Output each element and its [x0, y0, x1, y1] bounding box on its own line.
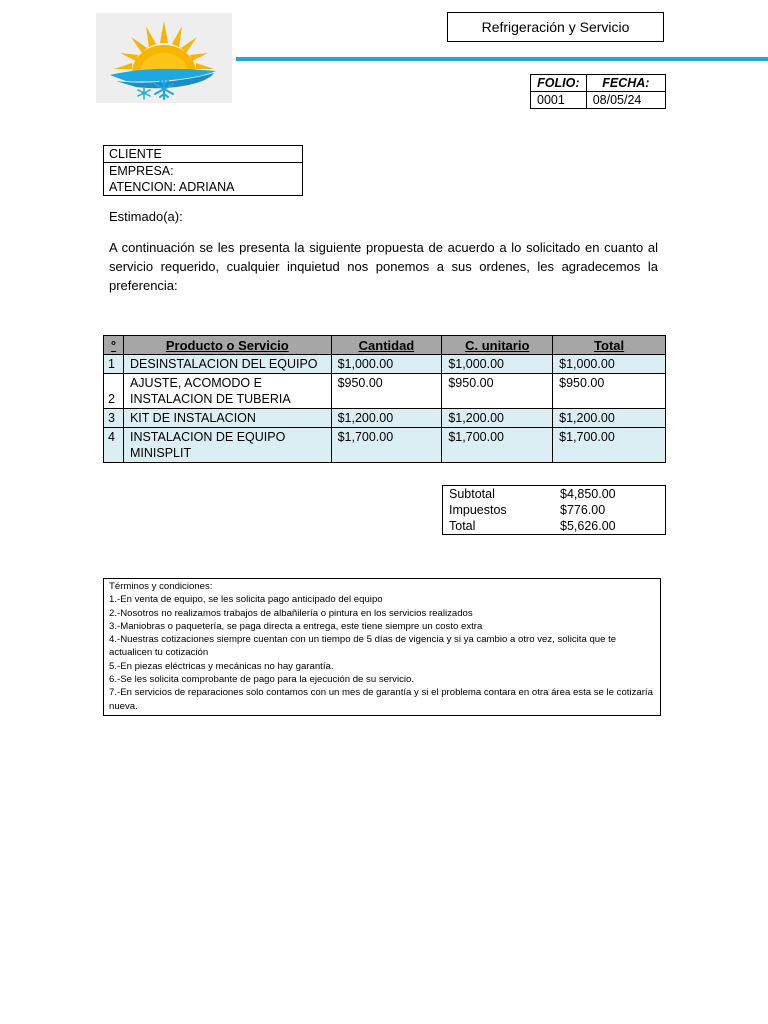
table-row — [104, 355, 666, 374]
row-total: $1,000.00 — [553, 355, 666, 374]
row-cantidad: $950.00 — [331, 374, 442, 409]
row-product: INSTALACION DE EQUIPO MINISPLIT — [123, 428, 331, 463]
row-total: $1,200.00 — [553, 409, 666, 428]
row-num: 1 — [104, 355, 124, 374]
row-product: AJUSTE, ACOMODO E INSTALACION DE TUBERIA — [123, 374, 331, 409]
subtotal-label: Subtotal — [449, 487, 495, 501]
client-label: CLIENTE — [104, 146, 303, 163]
terms-title: Términos y condiciones: — [109, 581, 213, 592]
terms-line: 4.-Nuestras cotizaciones siempre cuentan con un tiempo de 5 días de vigencia y si ya cambio a otro vez, solicita que te actualicen tu cotización — [109, 634, 617, 659]
header-product: Producto o Servicio — [123, 336, 331, 355]
client-empresa: EMPRESA: — [104, 163, 303, 180]
terms-line: 1.-En venta de equipo, se les solicita pago anticipado del equipo — [109, 594, 383, 606]
fecha-label: FECHA: — [586, 75, 665, 92]
fecha-value: 08/05/24 — [586, 92, 665, 109]
total-value: $5,626.00 — [560, 519, 616, 533]
header-cantidad: Cantidad — [331, 336, 442, 355]
subtotal-value: $4,850.00 — [560, 487, 616, 501]
total-label: Total — [449, 519, 476, 533]
row-unitario: $1,200.00 — [442, 409, 553, 428]
totals-table — [442, 485, 666, 535]
company-name: Refrigeración y Servicio — [481, 19, 630, 35]
row-unitario: $1,000.00 — [442, 355, 553, 374]
items-header-row — [104, 336, 666, 355]
row-total: $950.00 — [553, 374, 666, 409]
folio-table — [530, 74, 666, 109]
intro-paragraph: A continuación se les presenta la siguiente propuesta de acuerdo a lo solicitado en cuanto al servicio requerido, cualquier inquietud nos ponemos a sus ordenes, les agradecemos la preferencia: — [109, 240, 658, 293]
header-divider — [236, 57, 768, 61]
terms-box — [103, 578, 661, 716]
header-total: Total — [553, 336, 666, 355]
header-num: ° — [104, 336, 124, 355]
row-unitario: $1,700.00 — [442, 428, 553, 463]
impuestos-label: Impuestos — [449, 503, 507, 517]
row-product: KIT DE INSTALACION — [123, 409, 331, 428]
row-num: 3 — [104, 409, 124, 428]
company-name-box — [447, 12, 664, 42]
row-cantidad: $1,200.00 — [331, 409, 442, 428]
impuestos-value: $776.00 — [560, 503, 606, 517]
company-logo — [96, 13, 232, 103]
terms-line: 7.-En servicios de reparaciones solo contamos con un mes de garantía y si el problema contara en otra área esta se le cotizaría nueva. — [109, 687, 653, 712]
row-total: $1,700.00 — [553, 428, 666, 463]
folio-value: 0001 — [531, 92, 587, 109]
table-row — [104, 428, 666, 463]
terms-line: 5.-En piezas eléctricas y mecánicas no hay garantía. — [109, 660, 334, 672]
folio-label: FOLIO: — [531, 75, 587, 92]
greeting: Estimado(a): — [109, 209, 183, 224]
terms-line: 3.-Maniobras o paquetería, se paga directa a entrega, este tiene siempre un costo extra — [109, 620, 483, 632]
row-num: 2 — [104, 374, 124, 409]
row-cantidad: $1,700.00 — [331, 428, 442, 463]
table-row — [104, 374, 666, 409]
terms-line: 2.-Nosotros no realizamos trabajos de albañilería o pintura en los servicios realizados — [109, 607, 473, 619]
row-num: 4 — [104, 428, 124, 463]
items-table — [103, 335, 666, 463]
client-table — [103, 145, 303, 196]
row-unitario: $950.00 — [442, 374, 553, 409]
header-unitario: C. unitario — [442, 336, 553, 355]
table-row — [104, 409, 666, 428]
row-cantidad: $1,000.00 — [331, 355, 442, 374]
terms-line: 6.-Se les solicita comprobante de pago para la ejecución de su servicio. — [109, 674, 415, 686]
row-product: DESINSTALACION DEL EQUIPO — [123, 355, 331, 374]
client-atencion: ATENCION: ADRIANA — [104, 179, 303, 196]
sun-snowflake-logo-icon — [96, 13, 232, 103]
